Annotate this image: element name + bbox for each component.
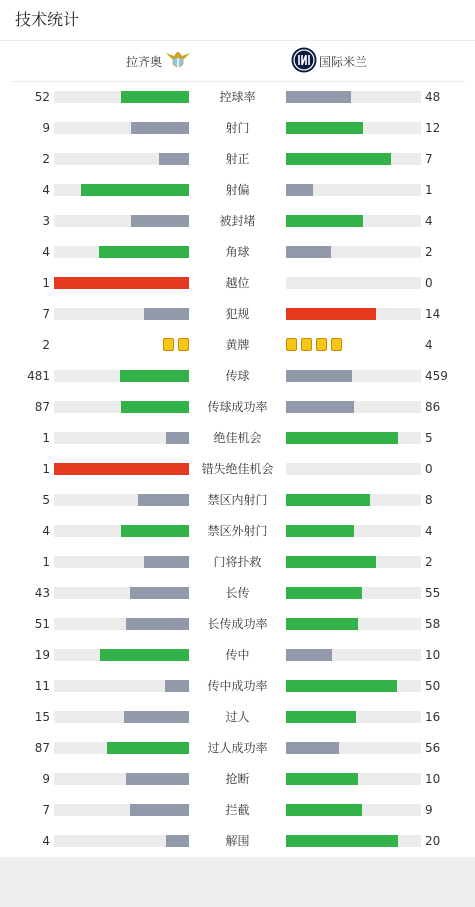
away-stat-bar	[286, 742, 421, 754]
away-stat-value: 10	[425, 648, 441, 662]
away-stat-bar	[286, 91, 421, 103]
home-stat-bar	[54, 525, 189, 537]
stat-row	[0, 609, 475, 640]
away-stat-bar-fill	[286, 432, 398, 444]
home-stat-value: 52	[34, 90, 50, 104]
home-stat-value: 11	[34, 679, 50, 693]
home-stat-value: 7	[42, 803, 50, 817]
away-stat-value: 9	[425, 803, 433, 817]
yellow-card-icon	[331, 338, 342, 351]
home-stat-value: 9	[42, 121, 50, 135]
home-stat-bar	[54, 246, 189, 258]
home-stat-bar	[54, 742, 189, 754]
stat-row	[0, 144, 475, 175]
away-stat-value: 12	[425, 121, 441, 135]
home-yellow-cards	[163, 338, 189, 352]
home-stat-value: 1	[42, 462, 50, 476]
away-stat-bar	[286, 308, 421, 320]
stat-row	[0, 733, 475, 764]
home-stat-bar	[54, 153, 189, 165]
home-stat-bar	[54, 122, 189, 134]
home-stat-bar-fill	[107, 742, 189, 754]
home-stat-bar-fill	[144, 308, 189, 320]
home-stat-bar-fill	[121, 525, 189, 537]
away-stat-bar-fill	[286, 773, 358, 785]
home-stat-bar	[54, 91, 189, 103]
home-stat-bar	[54, 215, 189, 227]
away-stat-bar	[286, 587, 421, 599]
home-stat-bar	[54, 587, 189, 599]
stats-list	[0, 82, 475, 857]
home-stat-bar	[54, 680, 189, 692]
stat-row	[0, 485, 475, 516]
home-stat-value: 3	[42, 214, 50, 228]
stat-label: 长传成功率	[207, 617, 268, 631]
away-yellow-cards	[286, 338, 342, 352]
stat-row	[0, 454, 475, 485]
home-stat-bar-fill	[138, 494, 189, 506]
yellow-card-icon	[178, 338, 189, 351]
away-stat-bar-fill	[286, 401, 354, 413]
away-stat-bar	[286, 370, 421, 382]
away-stat-value: 20	[425, 834, 441, 848]
away-stat-value: 7	[425, 152, 433, 166]
stat-label: 射偏	[225, 183, 250, 197]
stat-label: 过人成功率	[207, 741, 268, 755]
home-stat-bar-fill	[99, 246, 189, 258]
stat-label: 禁区外射门	[207, 524, 268, 538]
away-team-name: 国际米兰	[319, 54, 368, 69]
home-stat-bar-fill	[54, 463, 189, 475]
home-stat-value: 1	[42, 276, 50, 290]
away-stat-value: 55	[425, 586, 441, 600]
stat-row	[0, 206, 475, 237]
stat-row	[0, 671, 475, 702]
stat-label: 门将扑救	[213, 555, 262, 569]
away-stat-bar-fill	[286, 525, 354, 537]
home-stat-value: 43	[34, 586, 50, 600]
home-stat-bar-fill	[126, 618, 189, 630]
stat-label: 控球率	[219, 90, 256, 104]
away-stat-value: 14	[425, 307, 441, 321]
home-stat-bar	[54, 308, 189, 320]
home-stat-value: 51	[34, 617, 50, 631]
away-stat-value: 4	[425, 338, 433, 352]
home-stat-bar-fill	[166, 835, 189, 847]
stat-label: 禁区内射门	[207, 493, 268, 507]
yellow-card-icon	[286, 338, 297, 351]
away-team[interactable]	[291, 41, 367, 81]
away-stat-bar	[286, 153, 421, 165]
away-stat-bar-fill	[286, 556, 376, 568]
stat-row	[0, 113, 475, 144]
away-stat-value: 48	[425, 90, 441, 104]
away-stat-bar-fill	[286, 587, 362, 599]
home-stat-bar-fill	[130, 587, 189, 599]
home-stat-bar	[54, 494, 189, 506]
away-stat-bar-fill	[286, 122, 363, 134]
stat-row	[0, 516, 475, 547]
away-stat-bar-fill	[286, 153, 391, 165]
home-stat-bar	[54, 711, 189, 723]
stat-row	[0, 702, 475, 733]
stat-label: 抢断	[225, 772, 250, 786]
home-stat-bar-fill	[120, 370, 189, 382]
stat-label: 黄牌	[225, 338, 250, 352]
home-stat-value: 7	[42, 307, 50, 321]
stat-label: 射门	[225, 121, 250, 135]
away-stat-bar	[286, 432, 421, 444]
away-stat-bar	[286, 401, 421, 413]
stat-label: 绝佳机会	[213, 431, 262, 445]
stat-label: 传球	[225, 369, 250, 383]
stat-row	[0, 764, 475, 795]
away-stat-bar-fill	[286, 91, 351, 103]
stat-row	[0, 547, 475, 578]
home-stat-bar	[54, 370, 189, 382]
home-team[interactable]	[126, 41, 192, 81]
home-stat-bar	[54, 618, 189, 630]
away-stat-bar-fill	[286, 494, 370, 506]
away-stat-bar-fill	[286, 835, 398, 847]
stat-row	[0, 175, 475, 206]
away-stat-value: 2	[425, 555, 433, 569]
away-stat-bar	[286, 277, 421, 289]
away-stat-bar-fill	[286, 711, 356, 723]
stat-label: 过人	[225, 710, 250, 724]
stat-row	[0, 299, 475, 330]
home-stat-bar-fill	[54, 277, 189, 289]
away-stat-value: 4	[425, 214, 433, 228]
stat-row	[0, 392, 475, 423]
away-stat-bar	[286, 215, 421, 227]
stat-row	[0, 237, 475, 268]
home-stat-bar	[54, 401, 189, 413]
home-stat-bar	[54, 773, 189, 785]
away-stat-bar	[286, 246, 421, 258]
home-stat-value: 9	[42, 772, 50, 786]
home-stat-value: 481	[27, 369, 50, 383]
home-team-name: 拉齐奥	[126, 54, 163, 69]
home-stat-value: 19	[34, 648, 50, 662]
home-stat-value: 87	[34, 741, 50, 755]
home-stat-bar	[54, 649, 189, 661]
away-stat-value: 4	[425, 524, 433, 538]
stat-label: 错失绝佳机会	[201, 462, 274, 476]
home-stat-bar	[54, 432, 189, 444]
teams-header	[0, 41, 475, 81]
stat-row	[0, 82, 475, 113]
home-stat-value: 1	[42, 431, 50, 445]
away-stat-value: 16	[425, 710, 441, 724]
away-stat-bar	[286, 556, 421, 568]
home-stat-bar-fill	[81, 184, 189, 196]
away-stat-bar-fill	[286, 246, 331, 258]
away-stat-bar-fill	[286, 618, 358, 630]
stat-label: 被封堵	[219, 214, 256, 228]
home-stat-bar-fill	[144, 556, 189, 568]
stat-row	[0, 826, 475, 857]
home-stat-bar	[54, 804, 189, 816]
stat-row	[0, 423, 475, 454]
home-stat-bar-fill	[159, 153, 189, 165]
away-stat-bar	[286, 525, 421, 537]
stat-label: 传中成功率	[207, 679, 268, 693]
stat-label: 拦截	[225, 803, 250, 817]
away-stat-bar	[286, 804, 421, 816]
away-stat-bar	[286, 835, 421, 847]
away-stat-bar	[286, 711, 421, 723]
away-stat-bar-fill	[286, 680, 397, 692]
away-stat-value: 0	[425, 276, 433, 290]
lazio-eagle-crest-icon	[164, 49, 192, 74]
away-stat-bar	[286, 618, 421, 630]
home-stat-value: 4	[42, 245, 50, 259]
stat-row	[0, 578, 475, 609]
home-stat-bar-fill	[165, 680, 189, 692]
away-stat-value: 10	[425, 772, 441, 786]
page-title: 技术统计	[15, 10, 80, 29]
away-stat-bar	[286, 122, 421, 134]
stat-row	[0, 268, 475, 299]
home-stat-bar	[54, 277, 189, 289]
away-stat-bar	[286, 184, 421, 196]
stat-label: 射正	[225, 152, 250, 166]
inter-crest-icon	[291, 47, 317, 76]
home-stat-bar	[54, 184, 189, 196]
away-stat-bar-fill	[286, 649, 332, 661]
away-stat-value: 2	[425, 245, 433, 259]
away-stat-value: 50	[425, 679, 441, 693]
stat-label: 解围	[225, 834, 250, 848]
home-stat-bar	[54, 556, 189, 568]
stat-label: 传球成功率	[207, 400, 268, 414]
yellow-card-icon	[301, 338, 312, 351]
home-stat-bar-fill	[121, 91, 189, 103]
away-stat-value: 5	[425, 431, 433, 445]
stat-row	[0, 795, 475, 826]
home-stat-value: 4	[42, 183, 50, 197]
stat-label: 角球	[225, 245, 250, 259]
away-stat-value: 459	[425, 369, 448, 383]
stat-label: 犯规	[225, 307, 250, 321]
away-stat-value: 58	[425, 617, 441, 631]
away-stat-value: 0	[425, 462, 433, 476]
home-stat-bar	[54, 835, 189, 847]
home-stat-bar-fill	[100, 649, 189, 661]
home-stat-bar-fill	[130, 804, 189, 816]
home-stat-value: 5	[42, 493, 50, 507]
home-stat-bar-fill	[124, 711, 189, 723]
stat-label: 传中	[225, 648, 250, 662]
home-stat-value: 2	[42, 338, 50, 352]
stat-row	[0, 361, 475, 392]
home-stat-value: 1	[42, 555, 50, 569]
away-stat-bar-fill	[286, 742, 339, 754]
home-stat-bar-fill	[121, 401, 189, 413]
away-stat-value: 86	[425, 400, 441, 414]
away-stat-value: 1	[425, 183, 433, 197]
away-stat-bar	[286, 773, 421, 785]
home-stat-bar-fill	[131, 215, 189, 227]
away-stat-bar-fill	[286, 370, 352, 382]
home-stat-value: 4	[42, 524, 50, 538]
away-stat-value: 56	[425, 741, 441, 755]
home-stat-bar-fill	[166, 432, 189, 444]
away-stat-bar-fill	[286, 184, 313, 196]
yellow-card-icon	[316, 338, 327, 351]
away-stat-bar-fill	[286, 308, 376, 320]
home-stat-bar	[54, 463, 189, 475]
stat-row	[0, 640, 475, 671]
stat-label: 越位	[225, 276, 250, 290]
home-stat-bar-fill	[126, 773, 189, 785]
away-stat-value: 8	[425, 493, 433, 507]
home-stat-bar-fill	[131, 122, 189, 134]
away-stat-bar	[286, 463, 421, 475]
away-stat-bar	[286, 649, 421, 661]
home-stat-value: 15	[34, 710, 50, 724]
home-stat-value: 87	[34, 400, 50, 414]
away-stat-bar	[286, 680, 421, 692]
stat-row	[0, 330, 475, 361]
yellow-card-icon	[163, 338, 174, 351]
home-stat-value: 2	[42, 152, 50, 166]
stat-label: 长传	[225, 586, 250, 600]
away-stat-bar-fill	[286, 804, 362, 816]
away-stat-bar-fill	[286, 215, 363, 227]
away-stat-bar	[286, 494, 421, 506]
home-stat-value: 4	[42, 834, 50, 848]
